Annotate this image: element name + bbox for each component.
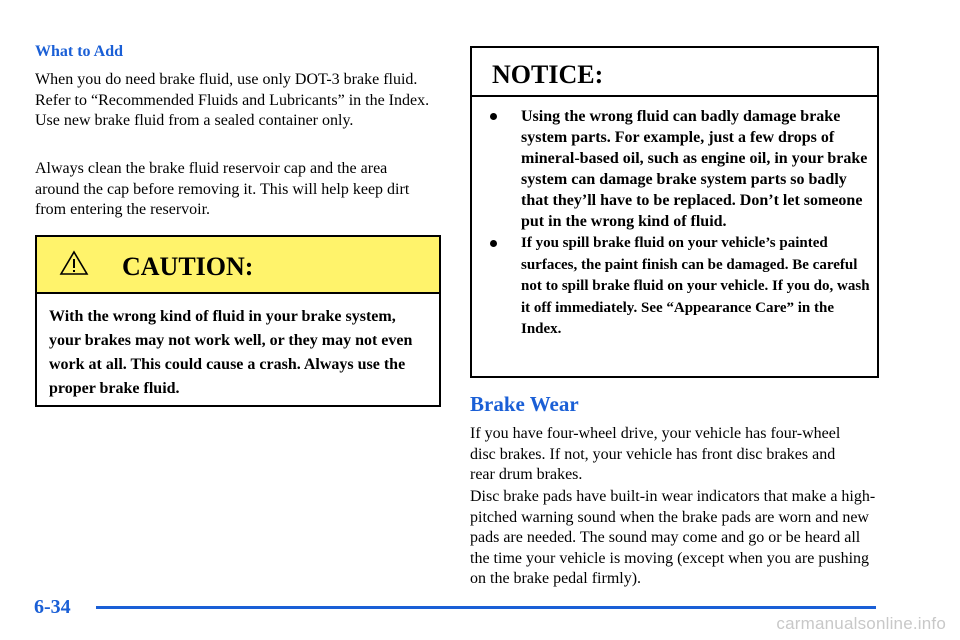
- wear-indicator-paragraph: Disc brake pads have built-in wear indicators that make a high-pitched warning sound when the brake pads are worn and new pads are needed. The sound may come and go or be heard all the time your vehicle is moving (except when you are pushing on the brake pedal firmly).: [470, 488, 876, 587]
- notice-bullet-list: [484, 106, 874, 342]
- page-number: 6-34: [34, 596, 71, 618]
- notice-bullet-item: [484, 106, 874, 232]
- brake-wear-heading: Brake Wear: [470, 392, 579, 416]
- reservoir-cleaning-paragraph: Always clean the brake fluid reservoir cap and the area around the cap before removing it. This will help keep dirt from entering the reservoir.: [35, 160, 410, 218]
- brake-type-paragraph: If you have four-wheel drive, your vehicle has four-wheel disc brakes. If not, your vehicle has front disc brakes and rear drum brakes.: [470, 425, 841, 483]
- notice-bullet-item: [484, 233, 874, 341]
- notice-box: [470, 46, 879, 378]
- notice-bullet-text: If you spill brake fluid on your vehicle’s painted surfaces, the paint finish can be damaged. Be careful not to spill brake fluid on your vehicle. If you do, wash it off immediately. See “Appearance Care” in the Index.: [521, 235, 870, 337]
- caution-title: CAUTION:: [122, 252, 254, 281]
- notice-header: [472, 48, 877, 97]
- footer-rule: [96, 606, 876, 609]
- warning-triangle-icon: [59, 250, 89, 276]
- notice-title: NOTICE:: [492, 60, 604, 89]
- bullet-icon: [490, 240, 497, 247]
- caution-box: [35, 235, 441, 407]
- caution-text: With the wrong kind of fluid in your brake system, your brakes may not work well, or they may not even work at all. This could cause a crash. Always use the proper brake fluid.: [49, 308, 413, 397]
- watermark: carmanualsonline.info: [776, 614, 946, 633]
- bullet-icon: [490, 113, 497, 120]
- notice-bullet-text: Using the wrong fluid can badly damage brake system parts. For example, just a few drops of mineral-based oil, such as engine oil, in your brake system can damage brake system parts so badly that they’ll have to be replaced. Don’t let someone put in the wrong kind of fluid.: [521, 108, 868, 230]
- what-to-add-heading: What to Add: [35, 43, 124, 60]
- brake-fluid-type-paragraph: When you do need brake fluid, use only DOT-3 brake fluid. Refer to “Recommended Fluids and Lubricants” in the Index. Use new brake fluid from a sealed container only.: [35, 71, 430, 129]
- caution-header: [37, 237, 439, 294]
